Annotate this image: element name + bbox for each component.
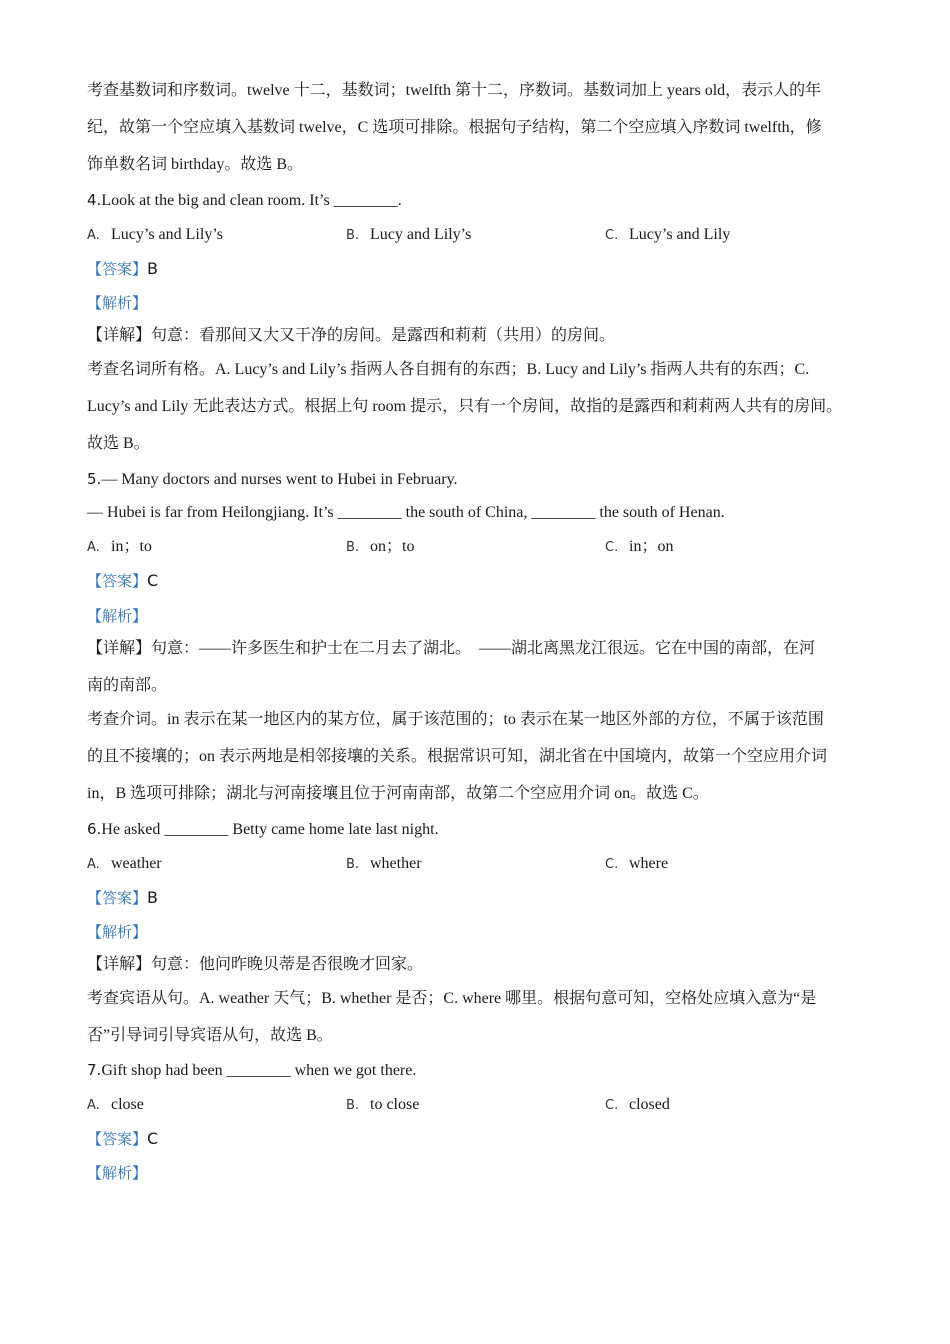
q4-explain-1: 考查名词所有格。A. Lucy’s and Lily’s 指两人各自拥有的东西；B. Lucy and Lily’s 指两人共有的东西；C. <box>87 361 810 378</box>
q4-option-a: A. Lucy’s and Lily’s <box>87 226 223 243</box>
q4-analysis: 【解析】 <box>87 294 148 312</box>
q7-option-c: C. closed <box>605 1096 670 1113</box>
q5-option-c: C. in；on <box>605 538 674 555</box>
q7-answer: 【答案】C <box>87 1129 159 1148</box>
q6-question <box>87 819 870 840</box>
q4-option-b: B. Lucy and Lily’s <box>346 226 472 243</box>
q6-analysis: 【解析】 <box>87 923 148 941</box>
q6-detail: 【详解】句意：他问昨晚贝蒂是否很晚才回家。 <box>87 956 424 973</box>
q6-option-b: B. whether <box>346 855 422 872</box>
q6-answer: 【答案】B <box>87 888 158 907</box>
q4-explain-2: Lucy’s and Lily 无此表达方式。根据上句 room 提示，只有一个房间，故指的是露西和莉莉两人共有的房间。 <box>87 398 843 415</box>
q5-text: — Many doctors and nurses went to Hubei in February. <box>101 471 458 488</box>
q5-analysis: 【解析】 <box>87 607 148 625</box>
q5-question <box>87 469 870 490</box>
q7-text: Gift shop had been ________ when we got there. <box>101 1062 417 1079</box>
q5-explain-2: 的且不接壤的；on 表示两地是相邻接壤的关系。根据常识可知，湖北省在中国境内，故第一个空应用介词 <box>87 748 828 765</box>
q7-number: 7. <box>87 1061 102 1079</box>
q5-detail-2: 南的南部。 <box>87 677 168 694</box>
intro-line-3: 饰单数名词 birthday。故选 B。 <box>87 156 303 173</box>
q6-explain-2: 否”引导词引导宾语从句，故选 B。 <box>87 1027 333 1044</box>
q5-number: 5. <box>87 470 102 488</box>
intro-line-1: 考查基数词和序数词。twelve 十二，基数词；twelfth 第十二，序数词。基数词加上 years old，表示人的年 <box>87 82 822 99</box>
q7-analysis: 【解析】 <box>87 1164 148 1182</box>
answer-tag: 【答案】 <box>87 260 148 278</box>
q5-detail-1: 【详解】句意：——许多医生和护士在二月去了湖北。 ——湖北离黑龙江很远。它在中国的南部，在河 <box>87 640 816 657</box>
q5-explain-3: in，B 选项可排除；湖北与河南接壤且位于河南南部，故第二个空应用介词 on。故选 C。 <box>87 785 709 802</box>
q4-explain-3: 故选 B。 <box>87 435 150 452</box>
q5-question-2: — Hubei is far from Heilongjiang. It’s ________ the south of China, ________ the south of Henan. <box>87 504 725 521</box>
q6-option-c: C. where <box>605 855 669 872</box>
q5-option-a: A. in；to <box>87 538 152 555</box>
q6-number: 6. <box>87 820 102 838</box>
q4-text: Look at the big and clean room. It’s ________. <box>101 192 402 209</box>
q6-text: He asked ________ Betty came home late last night. <box>101 821 439 838</box>
answer-value: B <box>147 259 158 278</box>
q5-answer: 【答案】C <box>87 571 159 590</box>
q6-explain-1: 考查宾语从句。A. weather 天气；B. whether 是否；C. where 哪里。根据句意可知，空格处应填入意为“是 <box>87 990 817 1007</box>
q5-option-b: B. on；to <box>346 538 415 555</box>
q4-number: 4. <box>87 191 102 209</box>
q4-question <box>87 190 870 211</box>
q7-option-a: A. close <box>87 1096 144 1113</box>
q7-option-b: B. to close <box>346 1096 420 1113</box>
q4-detail: 【详解】句意：看那间又大又干净的房间。是露西和莉莉（共用）的房间。 <box>87 327 616 344</box>
q4-option-c: C. Lucy’s and Lily <box>605 226 731 243</box>
q4-answer <box>87 259 870 280</box>
q7-question <box>87 1060 870 1081</box>
q6-option-a: A. weather <box>87 855 162 872</box>
intro-line-2: 纪，故第一个空应填入基数词 twelve，C 选项可排除。根据句子结构，第二个空应填入序数词 twelfth，修 <box>87 119 822 136</box>
q5-explain-1: 考查介词。in 表示在某一地区内的某方位，属于该范围的；to 表示在某一地区外部的方位，不属于该范围 <box>87 711 824 728</box>
